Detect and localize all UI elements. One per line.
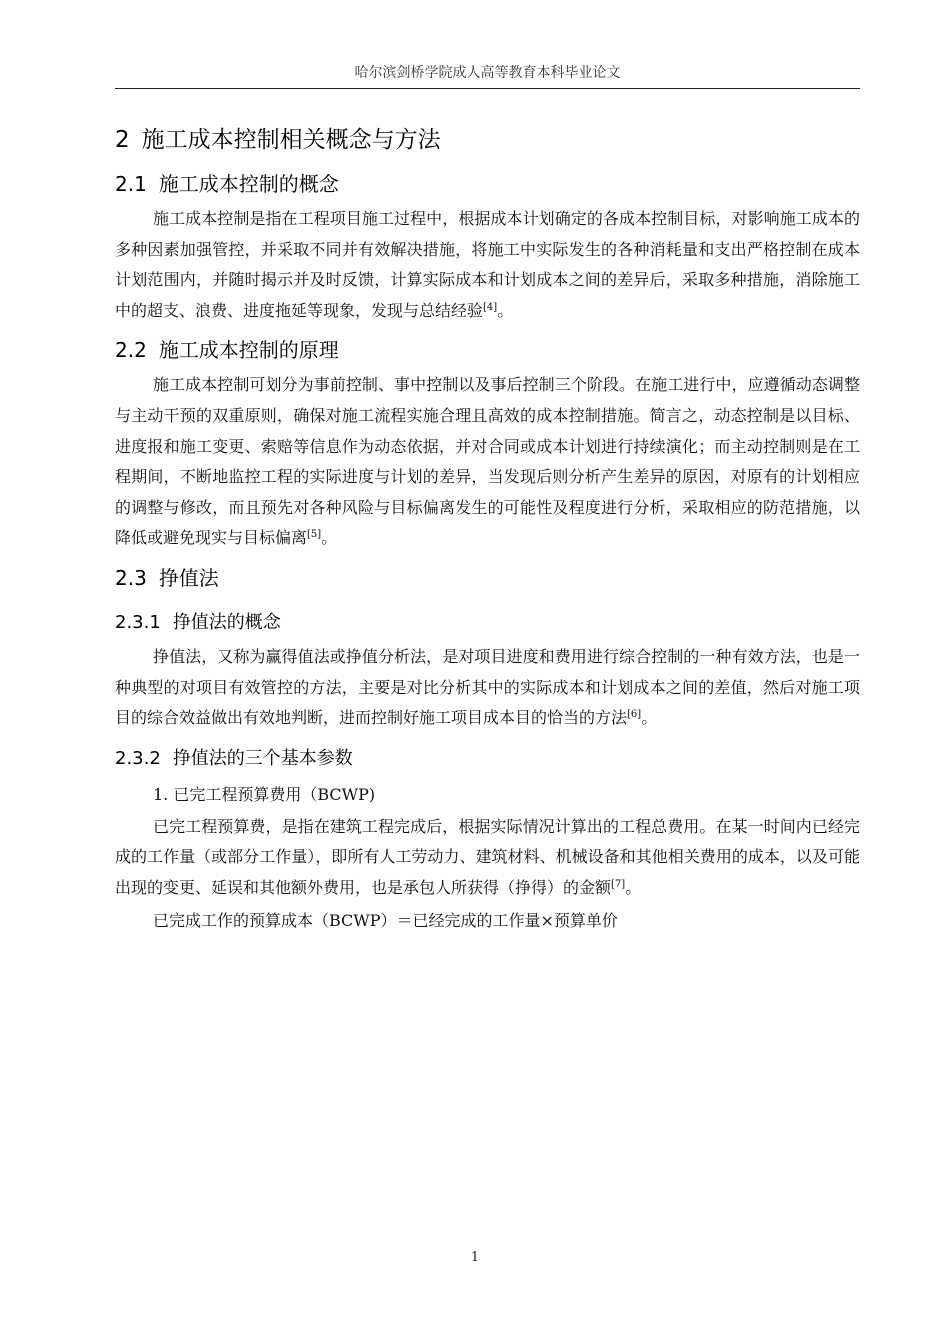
section-title: 施工成本控制的原理 (158, 338, 339, 363)
paragraph-end: 。 (321, 528, 338, 548)
section-heading-2-2 (115, 330, 860, 370)
subsection-number: 2.3.2 (115, 747, 161, 769)
section-title: 挣值法 (158, 565, 219, 590)
section-number: 2.1 (115, 172, 147, 196)
page-number: 1 (470, 1250, 480, 1265)
subsection-heading-2-3-2 (115, 740, 860, 778)
paragraph-2-1 (115, 204, 860, 326)
paragraph-end: 。 (641, 708, 658, 728)
paragraph-end: 。 (625, 877, 642, 897)
paragraph-text: 挣值法，又称为赢得值法或挣值分析法，是对项目进度和费用进行综合控制的一种有效方法，也是一种典型的对项目有效管控的方法，主要是对比分析其中的实际成本和计划成本之间的差值，然后对施工项目的综合效益做出有效地判断，进而控制好施工项目成本目的恰当的方法 (115, 646, 860, 728)
paragraph-2-2 (115, 370, 860, 554)
paragraph-end: 。 (497, 300, 514, 320)
document-body (115, 118, 860, 938)
paragraph-text: 施工成本控制是指在工程项目施工过程中，根据成本计划确定的各成本控制目标，对影响施工成本的多种因素加强管控，并采取不同并有效解决措施，将施工中实际发生的各种消耗量和支出严格控制在成本计划范围内，并随时揭示并及时反馈，计算实际成本和计划成本之间的差异后，采取多种措施，消除施工中的超支、浪费、进度拖延等现象，发现与总结经验 (115, 209, 860, 320)
list-item-bcwp: 1. 已完工程预算费用（BCWP) (153, 784, 376, 804)
citation: [5] (307, 529, 322, 541)
chapter-title: 施工成本控制相关概念与方法 (141, 127, 441, 153)
chapter-heading (115, 118, 860, 162)
citation: [6] (627, 709, 642, 721)
section-heading-2-1 (115, 164, 860, 204)
subsection-heading-2-3-1 (115, 604, 860, 642)
section-heading-2-3 (115, 558, 860, 598)
section-title: 施工成本控制的概念 (158, 172, 339, 196)
running-header: 哈尔滨剑桥学院成人高等教育本科毕业论文 (354, 65, 621, 81)
subsection-number: 2.3.1 (115, 611, 161, 633)
section-number: 2.3 (115, 565, 147, 590)
citation: [4] (483, 301, 498, 313)
paragraph-text: 已完工程预算费，是指在建筑工程完成后，根据实际情况计算出的工程总费用。在某一时间内已经完成的工作量（或部分工作量），即所有人工劳动力、建筑材料、机械设备和其他相关费用的成本，以及可能出现的变更、延误和其他额外费用，也是承包人所获得（挣得）的金额 (115, 816, 860, 897)
chapter-number: 2 (115, 127, 130, 153)
paragraph-2-3-2 (115, 812, 860, 904)
paragraph-text: 施工成本控制可划分为事前控制、事中控制以及事后控制三个阶段。在施工进行中，应遵循动态调整与主动干预的双重原则，确保对施工流程实施合理且高效的成本控制措施。简言之，动态控制是以目标、进度报和施工变更、索赔等信息作为动态依据，并对合同或成本计划进行持续演化；而主动控制则是在工程期间，不断地监控工程的实际进度与计划的差异，当发现后则分析产生差异的原因，对原有的计划相应的调整与修改，而且预先对各种风险与目标偏离发生的可能性及程度进行分析，采取相应的防范措施，以降低或避免现实与目标偏离 (115, 375, 860, 548)
subsection-title: 挣值法的概念 (172, 611, 281, 633)
header-rule (115, 88, 860, 89)
citation: [7] (611, 878, 626, 890)
formula-bcwp: 已完成工作的预算成本（BCWP）＝已经完成的工作量×预算单价 (153, 910, 618, 930)
section-number: 2.2 (115, 338, 147, 363)
subsection-title: 挣值法的三个基本参数 (172, 747, 353, 769)
paragraph-2-3-1 (115, 642, 860, 734)
